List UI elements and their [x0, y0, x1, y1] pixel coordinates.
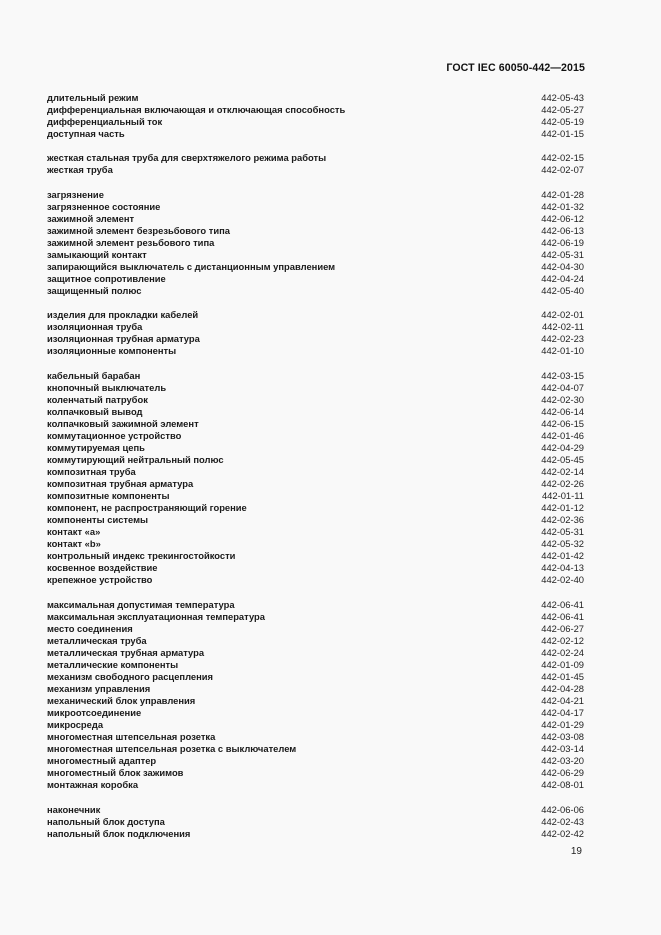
term-label: колпачковый зажимной элемент — [47, 417, 199, 429]
term-label: многоместная штепсельная розетка — [47, 731, 216, 743]
term-label: загрязненное состояние — [47, 200, 161, 212]
term-code: 442-06-27 — [541, 622, 584, 634]
index-entry — [47, 599, 584, 611]
term-code: 442-03-15 — [541, 369, 584, 381]
term-code: 442-01-29 — [541, 719, 584, 731]
index-entry — [47, 213, 584, 225]
term-code: 442-05-43 — [541, 92, 584, 103]
term-code: 442-05-19 — [541, 116, 584, 128]
term-code: 442-01-09 — [541, 658, 584, 670]
term-label: монтажная коробка — [47, 779, 139, 791]
term-label: загрязнение — [47, 188, 104, 200]
index-entry — [47, 261, 584, 273]
index-entry — [47, 719, 584, 731]
document-header: ГОСТ IEC 60050-442—2015 — [446, 62, 585, 74]
term-index — [47, 92, 584, 852]
index-entry — [47, 659, 584, 671]
term-label: запирающийся выключатель с дистанционным управлением — [47, 260, 336, 272]
term-code: 442-01-32 — [541, 200, 584, 212]
term-label: зажимной элемент резьбового типа — [47, 236, 215, 248]
term-code: 442-01-12 — [541, 502, 584, 514]
index-entry — [47, 201, 584, 213]
term-code: 442-05-27 — [541, 104, 584, 116]
index-entry — [47, 104, 584, 116]
term-label: многоместный адаптер — [47, 755, 157, 767]
index-entry — [47, 394, 584, 406]
index-entry — [47, 683, 584, 695]
index-group — [47, 189, 584, 297]
term-label: напольный блок доступа — [47, 815, 165, 827]
index-entry — [47, 623, 584, 635]
term-label: компоненты системы — [47, 514, 149, 526]
term-label: зажимной элемент безрезьбового типа — [47, 224, 230, 236]
term-label: дифференциальный ток — [47, 116, 163, 128]
term-label: коленчатый патрубок — [47, 393, 148, 405]
term-code: 442-01-15 — [541, 128, 584, 140]
term-code: 442-06-06 — [541, 803, 584, 815]
term-code: 442-04-30 — [541, 260, 584, 272]
term-label: компонент, не распространяющий горение — [47, 502, 247, 514]
term-label: композитные компоненты — [47, 490, 170, 502]
index-entry — [47, 755, 584, 767]
term-code: 442-04-17 — [541, 707, 584, 719]
term-code: 442-02-07 — [541, 164, 584, 176]
term-label: металлическая трубная арматура — [47, 646, 205, 658]
index-entry — [47, 225, 584, 237]
term-label: жесткая стальная труба для сверхтяжелого режима работы — [47, 152, 327, 164]
term-label: коммутирующий нейтральный полюс — [47, 453, 224, 465]
index-entry — [47, 418, 584, 430]
term-label: многоместная штепсельная розетка с выключателем — [47, 743, 297, 755]
index-entry — [47, 116, 584, 128]
index-entry — [47, 538, 584, 550]
term-label: микросреда — [47, 719, 104, 731]
term-code: 442-04-28 — [541, 683, 584, 694]
term-label: изделия для прокладки кабелей — [47, 309, 199, 321]
term-label: дифференциальная включающая и отключающая способность — [47, 104, 346, 116]
index-entry — [47, 562, 584, 574]
index-entry — [47, 490, 584, 502]
term-code: 442-04-07 — [541, 381, 584, 393]
index-group — [47, 309, 584, 357]
index-entry — [47, 382, 584, 394]
term-code: 442-06-19 — [541, 236, 584, 248]
index-group — [47, 152, 584, 176]
index-entry — [47, 249, 584, 261]
term-label: максимальная допустимая температура — [47, 598, 235, 610]
term-label: механизм управления — [47, 683, 151, 694]
term-label: металлическая труба — [47, 634, 147, 646]
index-entry — [47, 707, 584, 719]
term-code: 442-02-26 — [541, 478, 584, 490]
index-entry — [47, 514, 584, 526]
index-entry — [47, 273, 584, 285]
term-label: максимальная эксплуатационная температура — [47, 610, 265, 622]
term-code: 442-04-24 — [541, 272, 584, 284]
term-label: защищенный полюс — [47, 285, 142, 297]
index-entry — [47, 237, 584, 249]
term-code: 442-06-15 — [541, 417, 584, 429]
term-code: 442-05-45 — [541, 453, 584, 465]
index-entry — [47, 345, 584, 357]
term-code: 442-06-13 — [541, 224, 584, 236]
term-code: 442-01-45 — [541, 670, 584, 682]
term-code: 442-05-40 — [541, 285, 584, 297]
term-code: 442-04-13 — [541, 562, 584, 574]
index-group — [47, 92, 584, 140]
term-label: многоместный блок зажимов — [47, 767, 184, 779]
index-entry — [47, 92, 584, 104]
term-code: 442-03-08 — [541, 731, 584, 743]
term-label: длительный режим — [47, 92, 139, 103]
index-entry — [47, 442, 584, 454]
index-entry — [47, 128, 584, 140]
term-label: кабельный барабан — [47, 369, 141, 381]
term-label: колпачковый вывод — [47, 405, 143, 417]
index-entry — [47, 189, 584, 201]
index-entry — [47, 164, 584, 176]
term-code: 442-02-12 — [541, 634, 584, 646]
index-entry — [47, 285, 584, 297]
index-entry — [47, 370, 584, 382]
index-entry — [47, 671, 584, 683]
index-entry — [47, 406, 584, 418]
term-label: изоляционная трубная арматура — [47, 333, 200, 345]
term-code: 442-01-11 — [541, 490, 584, 502]
term-code: 442-06-12 — [541, 212, 584, 224]
term-code: 442-06-29 — [541, 767, 584, 779]
index-entry — [47, 321, 584, 333]
index-group — [47, 370, 584, 587]
index-entry — [47, 767, 584, 779]
index-entry — [47, 611, 584, 623]
term-label: микроотсоединение — [47, 707, 142, 719]
index-entry — [47, 695, 584, 707]
index-entry — [47, 779, 584, 791]
term-code: 442-01-10 — [541, 345, 584, 357]
index-entry — [47, 466, 584, 478]
term-code: 442-02-23 — [541, 333, 584, 345]
term-code: 442-01-42 — [541, 550, 584, 562]
index-entry — [47, 430, 584, 442]
term-code: 442-02-14 — [541, 466, 584, 478]
term-label: контрольный индекс трекингостойкости — [47, 550, 236, 562]
term-code: 442-02-42 — [541, 827, 584, 839]
term-code: 442-04-21 — [541, 695, 584, 707]
term-code: 442-06-41 — [541, 598, 584, 610]
term-code: 442-01-28 — [541, 188, 584, 200]
index-entry — [47, 550, 584, 562]
index-entry — [47, 804, 584, 816]
index-entry — [47, 635, 584, 647]
term-label: жесткая труба — [47, 164, 113, 176]
index-entry — [47, 647, 584, 659]
term-label: замыкающий контакт — [47, 248, 147, 260]
term-label: наконечник — [47, 803, 101, 815]
term-label: изоляционная труба — [47, 321, 143, 333]
term-code: 442-02-36 — [541, 514, 584, 526]
term-label: крепежное устройство — [47, 574, 153, 586]
term-label: напольный блок подключения — [47, 827, 191, 839]
index-entry — [47, 731, 584, 743]
term-label: металлические компоненты — [47, 658, 179, 670]
term-label: композитная трубная арматура — [47, 478, 194, 490]
index-entry — [47, 574, 584, 586]
term-code: 442-05-32 — [541, 538, 584, 550]
index-entry — [47, 828, 584, 840]
term-label: коммутируемая цепь — [47, 441, 145, 453]
term-code: 442-04-29 — [541, 441, 584, 453]
term-code: 442-01-46 — [541, 429, 584, 441]
term-label: доступная часть — [47, 128, 125, 140]
term-code: 442-05-31 — [541, 248, 584, 260]
term-code: 442-02-40 — [541, 574, 584, 586]
term-code: 442-06-41 — [541, 610, 584, 622]
term-label: контакт «a» — [47, 526, 101, 538]
term-code: 442-05-31 — [541, 526, 584, 538]
index-entry — [47, 478, 584, 490]
term-label: механизм свободного расцепления — [47, 670, 214, 682]
page-number: 19 — [570, 846, 582, 857]
index-entry — [47, 502, 584, 514]
term-code: 442-02-15 — [541, 152, 584, 164]
term-label: контакт «b» — [47, 538, 101, 550]
term-code: 442-02-24 — [541, 646, 584, 658]
term-code: 442-03-14 — [541, 743, 584, 755]
index-entry — [47, 526, 584, 538]
index-entry — [47, 333, 584, 345]
term-code: 442-02-11 — [541, 321, 584, 333]
term-code: 442-08-01 — [541, 779, 584, 791]
term-label: кнопочный выключатель — [47, 381, 167, 393]
term-code: 442-02-30 — [541, 393, 584, 405]
index-group — [47, 599, 584, 792]
term-label: место соединения — [47, 622, 133, 634]
term-code: 442-02-43 — [541, 815, 584, 827]
term-label: коммутационное устройство — [47, 429, 182, 441]
index-entry — [47, 309, 584, 321]
index-entry — [47, 152, 584, 164]
term-label: изоляционные компоненты — [47, 345, 177, 357]
index-entry — [47, 454, 584, 466]
term-label: композитная труба — [47, 466, 136, 478]
term-code: 442-06-14 — [541, 405, 584, 417]
term-label: косвенное воздействие — [47, 562, 158, 574]
term-label: механический блок управления — [47, 695, 196, 707]
index-group — [47, 804, 584, 840]
term-label: зажимной элемент — [47, 212, 135, 224]
term-label: защитное сопротивление — [47, 272, 166, 284]
index-entry — [47, 743, 584, 755]
term-code: 442-02-01 — [541, 309, 584, 321]
index-entry — [47, 816, 584, 828]
term-code: 442-03-20 — [541, 755, 584, 767]
